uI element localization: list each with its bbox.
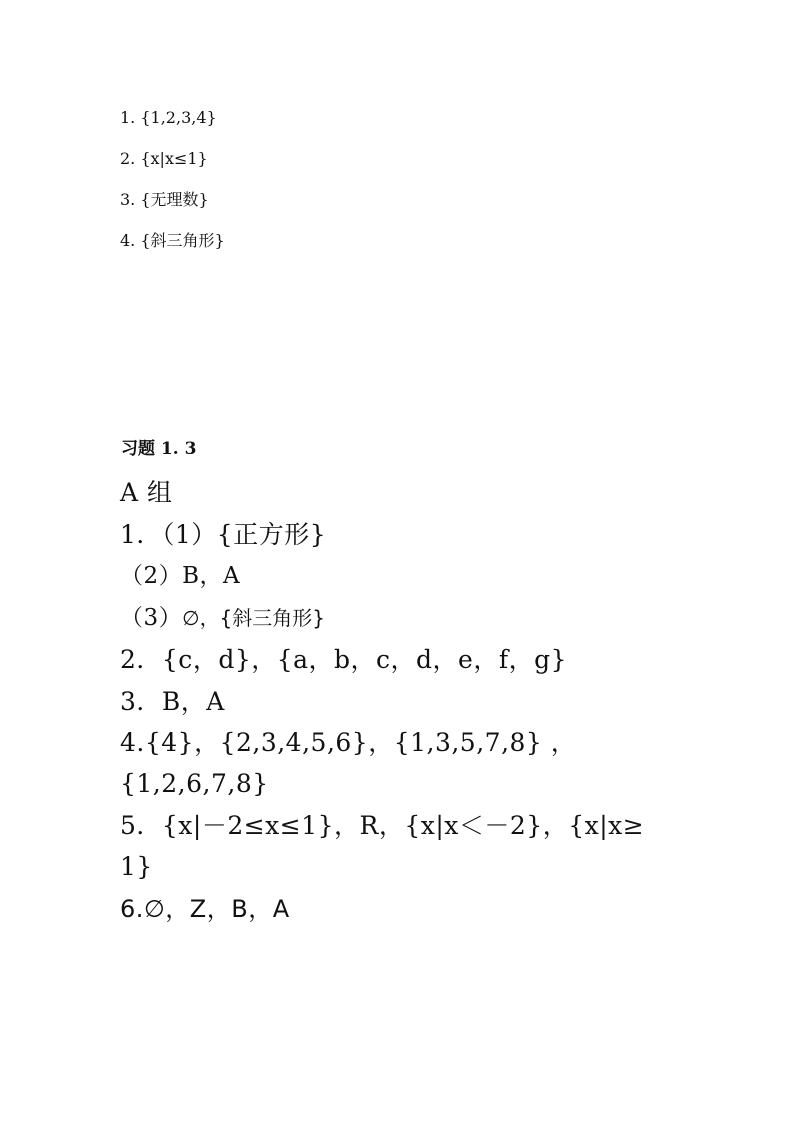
list-item: 2. {x|x≤1}	[120, 149, 208, 168]
answer-6: 6.∅，Z，B，A	[120, 895, 290, 923]
answer-1-3-label: （3）	[120, 605, 183, 631]
answer-1-1: 1．（1）{正方形}	[120, 520, 327, 549]
answer-1-2: （2）B，A	[120, 563, 241, 589]
answer-4-line-2: {1,2,6,7,8}	[120, 769, 269, 798]
answer-5-line-2: 1}	[120, 852, 153, 881]
answer-3: 3．B，A	[120, 687, 225, 716]
list-item: 1. {1,2,3,4}	[120, 108, 217, 127]
list-item: 3. {无理数}	[120, 190, 209, 209]
answer-1-3	[120, 607, 325, 630]
exercise-heading: 习题 1. 3	[121, 439, 197, 459]
group-label: A 组	[120, 478, 173, 507]
answer-2: 2．{c，d}，{a，b，c，d，e，f，g}	[120, 645, 567, 674]
answer-1-3-text: ∅，{斜三角形}	[182, 606, 326, 630]
list-item: 4. {斜三角形}	[120, 231, 225, 250]
answer-4-line-1: 4.{4}，{2,3,4,5,6}，{1,3,5,7,8} ，	[120, 728, 577, 757]
answer-5-line-1: 5．{x|－2≤x≤1}，R，{x|x＜－2}，{x|x≥	[120, 811, 645, 840]
